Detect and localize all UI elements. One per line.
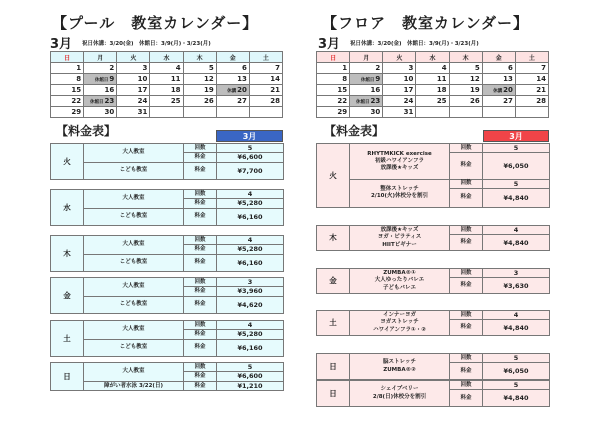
- day-number: 27: [503, 97, 513, 105]
- calendar-day-closed: [84, 96, 117, 107]
- count-label: 回数: [450, 269, 483, 278]
- adult-class-label: 大人教室: [84, 278, 184, 297]
- day-number: 15: [337, 86, 348, 94]
- day-number: 11: [436, 75, 447, 83]
- fee-value: ¥4,840: [483, 189, 550, 208]
- count-value: 4: [217, 236, 284, 245]
- child-class-label: こども教室: [84, 162, 184, 179]
- class-name: 放課後★キッズ: [380, 164, 419, 171]
- calendar-day: [449, 74, 482, 85]
- calendar-day: [383, 85, 416, 96]
- calendar-week-row: [317, 107, 549, 118]
- calendar-day: [416, 74, 449, 85]
- child-class-label: こども教室: [84, 339, 184, 356]
- fee-table: [316, 143, 550, 208]
- fee-label: 料金: [184, 381, 217, 390]
- day-number: 22: [337, 97, 348, 105]
- count-label: 回数: [184, 278, 217, 287]
- calendar-day: [515, 107, 548, 118]
- day-label: 土: [317, 311, 350, 336]
- calendar-day: [416, 85, 449, 96]
- day-number: 28: [270, 97, 280, 105]
- class-name: 整体ストレッチ: [380, 186, 419, 193]
- calendar-day: [515, 63, 548, 74]
- fee-label: 料金: [450, 390, 483, 407]
- calendar-day: [317, 85, 350, 96]
- calendar-day: [150, 74, 183, 85]
- fee-label: 料金: [450, 363, 483, 380]
- pool-fee-month-header: 3月: [216, 130, 283, 142]
- weekday-header: 月: [350, 52, 383, 63]
- fee-label: 料金: [184, 153, 217, 162]
- calendar-day-closed: [216, 85, 249, 96]
- day-number: 19: [203, 86, 214, 94]
- class-name: 放課後★キッズ: [380, 227, 419, 234]
- calendar-day: [515, 85, 548, 96]
- calendar-day: [183, 107, 216, 118]
- closed-tag: 休講: [493, 89, 503, 94]
- class-name: インナーヨガ: [382, 312, 416, 319]
- fee-value: ¥4,840: [483, 235, 550, 251]
- weekday-header: 土: [515, 52, 548, 63]
- weekday-header: 水: [416, 52, 449, 63]
- fee-table: [50, 277, 284, 314]
- weekday-header: 土: [249, 52, 282, 63]
- calendar-day: [416, 63, 449, 74]
- class-name: RHYTMKICK exercise: [367, 150, 432, 157]
- fee-label: 料金: [450, 189, 483, 208]
- calendar-day: [183, 74, 216, 85]
- day-number: 27: [237, 97, 247, 105]
- class-name: 初級ハワイアンフラ: [375, 157, 424, 164]
- class-name: ZUMBA®①: [383, 270, 416, 277]
- day-number: 26: [203, 97, 214, 105]
- fee-label: 料金: [184, 162, 217, 179]
- day-number: 30: [104, 108, 115, 116]
- fee-table: [50, 143, 284, 180]
- day-number: 24: [403, 97, 414, 105]
- day-number: 28: [536, 97, 546, 105]
- pool-calendar-title: 【プール 教室カレンダー】: [52, 14, 259, 32]
- day-number: 15: [71, 86, 82, 94]
- class-name: ZUMBA®②: [383, 366, 416, 373]
- calendar-day: [84, 63, 117, 74]
- day-number: 3: [142, 64, 148, 72]
- class-names: [350, 311, 450, 336]
- adult-class-label: 大人教室: [84, 144, 184, 163]
- class-name: 子どもバレエ: [382, 284, 416, 291]
- child-class-label: こども教室: [84, 254, 184, 271]
- child-fee-value: ¥4,620: [217, 296, 284, 313]
- day-number: 10: [403, 75, 414, 83]
- count-label: 回数: [184, 144, 217, 153]
- adult-class-label: 大人教室: [84, 236, 184, 255]
- count-label: 回数: [450, 144, 483, 153]
- day-number: 13: [503, 75, 513, 83]
- fee-table: [50, 189, 284, 226]
- calendar-day: [317, 63, 350, 74]
- day-number: 14: [270, 75, 280, 83]
- child-fee-value: ¥7,700: [217, 162, 284, 179]
- day-number: 1: [342, 64, 348, 72]
- day-number: 25: [170, 97, 181, 105]
- adult-class-label: 大人教室: [84, 190, 184, 209]
- day-number: 20: [237, 86, 247, 94]
- day-label: 日: [51, 363, 84, 391]
- calendar-day: [350, 107, 383, 118]
- day-number: 8: [76, 75, 82, 83]
- class-name: ハワイアンフラ①・②: [373, 326, 426, 333]
- class-name: シェイプベリー: [380, 386, 419, 393]
- day-number: 4: [175, 64, 181, 72]
- calendar-day: [183, 63, 216, 74]
- calendar-day: [416, 96, 449, 107]
- calendar-day: [51, 74, 84, 85]
- calendar-day: [449, 85, 482, 96]
- weekday-header: 金: [216, 52, 249, 63]
- closed-tag: 休館日: [356, 100, 370, 105]
- count-value: 5: [483, 381, 550, 390]
- day-number: 1: [76, 64, 82, 72]
- count-value: 5: [483, 179, 550, 188]
- calendar-day: [150, 107, 183, 118]
- count-label: 回数: [184, 236, 217, 245]
- class-names: [350, 226, 450, 251]
- class-name: ヨガストレッチ: [380, 319, 419, 326]
- calendar-day: [216, 63, 249, 74]
- adult-class-label: 大人教室: [84, 321, 184, 340]
- calendar-day: [216, 107, 249, 118]
- calendar-day: [84, 85, 117, 96]
- calendar-day: [249, 85, 282, 96]
- fee-label: 料金: [450, 235, 483, 251]
- calendar-day: [117, 96, 150, 107]
- calendar-day: [51, 85, 84, 96]
- count-value: 3: [217, 278, 284, 287]
- day-label: 日: [317, 381, 350, 407]
- day-number: 6: [507, 64, 513, 72]
- day-label: 火: [317, 144, 350, 208]
- child-fee-value: ¥1,210: [217, 381, 284, 390]
- calendar-day: [383, 96, 416, 107]
- calendar-day: [117, 85, 150, 96]
- day-number: 2: [375, 64, 381, 72]
- day-label: 木: [317, 226, 350, 251]
- weekday-header: 木: [449, 52, 482, 63]
- day-number: 23: [370, 97, 381, 105]
- calendar-week-row: [317, 85, 549, 96]
- day-number: 26: [469, 97, 480, 105]
- day-number: 29: [71, 108, 82, 116]
- calendar-day-closed: [350, 96, 383, 107]
- day-number: 19: [469, 86, 480, 94]
- floor-calendar-title: 【フロア 教室カレンダー】: [322, 14, 530, 32]
- closed-tag: 休館日: [360, 78, 375, 83]
- pool-fee-title: 【料金表】: [56, 124, 117, 138]
- calendar-day-closed: [84, 74, 117, 85]
- class-name: 2/8(日)休校分を割引: [372, 393, 427, 400]
- calendar-day: [317, 74, 350, 85]
- class-names: [350, 179, 450, 207]
- calendar-week-row: [51, 74, 283, 85]
- day-number: 12: [469, 75, 480, 83]
- calendar-week-row: [51, 96, 283, 107]
- day-number: 22: [71, 97, 82, 105]
- count-label: 回数: [450, 381, 483, 390]
- calendar-day-closed: [350, 74, 383, 85]
- fee-table: [316, 380, 550, 407]
- calendar-day: [249, 96, 282, 107]
- day-number: 18: [170, 86, 181, 94]
- fee-label: 料金: [450, 153, 483, 179]
- day-label: 火: [51, 144, 84, 180]
- adult-fee-value: ¥5,280: [217, 330, 284, 339]
- day-number: 17: [137, 86, 148, 94]
- fee-table: [316, 225, 550, 251]
- child-class-label: こども教室: [84, 208, 184, 225]
- day-number: 13: [237, 75, 247, 83]
- calendar-day: [249, 107, 282, 118]
- child-fee-value: ¥6,160: [217, 208, 284, 225]
- child-class-label: こども教室: [84, 296, 184, 313]
- floor-fee-month-header: 3月: [483, 130, 549, 142]
- calendar-week-row: [317, 74, 549, 85]
- day-label: 土: [51, 321, 84, 357]
- fee-label: 料金: [184, 208, 217, 225]
- day-label: 日: [317, 354, 350, 380]
- fee-label: 料金: [184, 199, 217, 208]
- day-label: 水: [51, 190, 84, 226]
- count-value: 4: [217, 321, 284, 330]
- calendar-day: [482, 74, 515, 85]
- day-number: 14: [536, 75, 546, 83]
- day-number: 16: [370, 86, 381, 94]
- day-number: 25: [436, 97, 447, 105]
- calendar-day: [515, 96, 548, 107]
- calendar-day: [51, 63, 84, 74]
- closed-tag: 休館日: [94, 78, 109, 83]
- calendar-day: [249, 63, 282, 74]
- calendar-day: [249, 74, 282, 85]
- floor-fee-title: 【料金表】: [324, 124, 385, 138]
- fee-label: 料金: [184, 254, 217, 271]
- calendar-day: [482, 96, 515, 107]
- weekday-header: 月: [84, 52, 117, 63]
- class-name: HIITビギナー: [382, 241, 417, 248]
- calendar-day: [515, 74, 548, 85]
- count-label: 回数: [450, 354, 483, 363]
- class-name: 大人ゆったりバレエ: [374, 277, 425, 284]
- calendar-day: [383, 63, 416, 74]
- calendar-day: [51, 96, 84, 107]
- adult-fee-value: ¥5,280: [217, 199, 284, 208]
- day-number: 2: [109, 64, 115, 72]
- fee-label: 料金: [184, 372, 217, 381]
- calendar-week-row: [317, 63, 549, 74]
- calendar-day: [117, 63, 150, 74]
- fee-table: [50, 235, 284, 272]
- day-number: 12: [203, 75, 214, 83]
- calendar-day: [449, 63, 482, 74]
- day-number: 20: [503, 86, 513, 94]
- closed-tag: 休館日: [90, 100, 104, 105]
- fee-value: ¥4,840: [483, 390, 550, 407]
- day-number: 18: [436, 86, 447, 94]
- day-number: 21: [270, 86, 280, 94]
- calendar-day: [183, 96, 216, 107]
- fee-label: 料金: [184, 330, 217, 339]
- count-value: 4: [217, 190, 284, 199]
- count-label: 回数: [450, 179, 483, 188]
- class-names: [350, 381, 450, 407]
- fee-table: [316, 353, 550, 380]
- weekday-header: 日: [317, 52, 350, 63]
- day-number: 16: [104, 86, 115, 94]
- count-value: 5: [483, 144, 550, 153]
- pool-calendar: [50, 51, 283, 118]
- day-number: 5: [208, 64, 214, 72]
- day-label: 金: [51, 278, 84, 314]
- adult-fee-value: ¥6,600: [217, 372, 284, 381]
- day-number: 5: [474, 64, 480, 72]
- fee-table: [316, 268, 550, 294]
- day-label: 木: [51, 236, 84, 272]
- weekday-header: 火: [117, 52, 150, 63]
- day-number: 7: [275, 64, 280, 72]
- day-number: 3: [408, 64, 414, 72]
- count-label: 回数: [450, 311, 483, 320]
- day-number: 9: [109, 75, 115, 83]
- count-value: 4: [483, 226, 550, 235]
- child-fee-value: ¥6,160: [217, 339, 284, 356]
- calendar-day: [150, 96, 183, 107]
- pool-month: 3月: [50, 37, 73, 52]
- count-label: 回数: [184, 321, 217, 330]
- fee-value: ¥6,050: [483, 153, 550, 179]
- day-number: 30: [370, 108, 381, 116]
- floor-holiday-note: 祝日休講：3/20(金) 休館日：3/9(月)・3/23(月): [350, 41, 479, 47]
- class-name: 2/10(火)休校分を割引: [370, 193, 429, 200]
- child-fee-value: ¥6,160: [217, 254, 284, 271]
- calendar-week-row: [51, 63, 283, 74]
- day-number: 23: [104, 97, 115, 105]
- count-label: 回数: [184, 190, 217, 199]
- fee-table: [50, 320, 284, 357]
- calendar-day: [51, 107, 84, 118]
- count-value: 5: [217, 144, 284, 153]
- day-number: 7: [541, 64, 546, 72]
- adult-fee-value: ¥6,600: [217, 153, 284, 162]
- day-number: 8: [342, 75, 348, 83]
- pool-holiday-note: 祝日休講：3/20(金) 休館日：3/9(月)・3/23(月): [82, 41, 211, 47]
- day-number: 24: [137, 97, 148, 105]
- day-number: 11: [170, 75, 181, 83]
- class-name: 脳ストレッチ: [383, 359, 416, 366]
- calendar-day: [449, 107, 482, 118]
- day-number: 6: [241, 64, 247, 72]
- calendar-day: [383, 107, 416, 118]
- adult-class-label: 大人教室: [84, 363, 184, 382]
- calendar-day: [350, 63, 383, 74]
- calendar-day: [383, 74, 416, 85]
- weekday-header: 木: [183, 52, 216, 63]
- fee-label: 料金: [450, 278, 483, 294]
- class-name: ヨガ・ピラティス: [377, 234, 422, 241]
- count-value: 5: [217, 363, 284, 372]
- calendar-day: [117, 107, 150, 118]
- day-number: 31: [403, 108, 414, 116]
- class-names: [350, 269, 450, 294]
- fee-value: ¥4,840: [483, 320, 550, 336]
- adult-fee-value: ¥3,960: [217, 287, 284, 296]
- calendar-day: [317, 96, 350, 107]
- day-number: 9: [375, 75, 381, 83]
- count-label: 回数: [184, 363, 217, 372]
- child-class-label: 障がい者水泳 3/22(日): [84, 381, 184, 390]
- calendar-day: [150, 63, 183, 74]
- fee-label: 料金: [184, 287, 217, 296]
- calendar-day: [117, 74, 150, 85]
- floor-calendar: [316, 51, 549, 118]
- count-value: 3: [483, 269, 550, 278]
- calendar-day: [216, 96, 249, 107]
- day-number: 10: [137, 75, 148, 83]
- day-number: 29: [337, 108, 348, 116]
- fee-label: 料金: [184, 245, 217, 254]
- class-names: [350, 144, 450, 180]
- count-label: 回数: [450, 226, 483, 235]
- count-value: 4: [483, 311, 550, 320]
- fee-label: 料金: [184, 339, 217, 356]
- fee-label: 料金: [184, 296, 217, 313]
- calendar-day-closed: [482, 85, 515, 96]
- calendar-day: [350, 85, 383, 96]
- calendar-day: [150, 85, 183, 96]
- closed-tag: 休講: [227, 89, 237, 94]
- weekday-header: 金: [482, 52, 515, 63]
- calendar-week-row: [317, 96, 549, 107]
- calendar-day: [416, 107, 449, 118]
- day-number: 21: [536, 86, 546, 94]
- weekday-header: 火: [383, 52, 416, 63]
- weekday-header: 日: [51, 52, 84, 63]
- calendar-week-row: [51, 107, 283, 118]
- fee-value: ¥6,050: [483, 363, 550, 380]
- count-value: 5: [483, 354, 550, 363]
- fee-table: [316, 310, 550, 336]
- calendar-day: [482, 63, 515, 74]
- calendar-day: [216, 74, 249, 85]
- weekday-header: 水: [150, 52, 183, 63]
- adult-fee-value: ¥5,280: [217, 245, 284, 254]
- calendar-day: [317, 107, 350, 118]
- day-number: 17: [403, 86, 414, 94]
- calendar-day: [183, 85, 216, 96]
- floor-month: 3月: [318, 37, 341, 52]
- calendar-day: [449, 96, 482, 107]
- class-names: [350, 354, 450, 380]
- day-number: 4: [441, 64, 447, 72]
- calendar-week-row: [51, 85, 283, 96]
- calendar-day: [482, 107, 515, 118]
- day-label: 金: [317, 269, 350, 294]
- day-number: 31: [137, 108, 148, 116]
- calendar-day: [84, 107, 117, 118]
- fee-label: 料金: [450, 320, 483, 336]
- fee-value: ¥3,630: [483, 278, 550, 294]
- fee-table: [50, 362, 284, 391]
